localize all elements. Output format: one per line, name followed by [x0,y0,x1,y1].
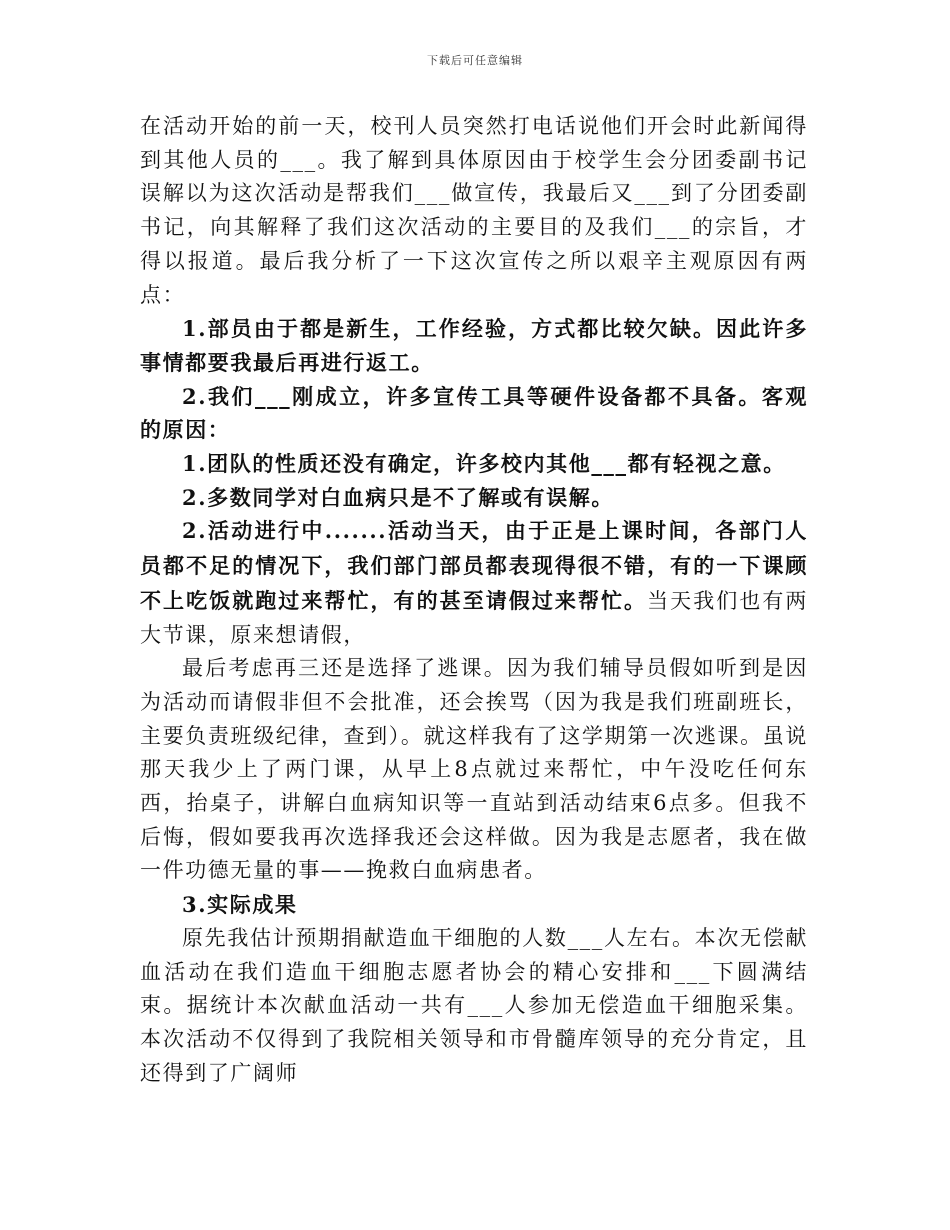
paragraph-objective-reason-1: 1.团队的性质还没有确定，许多校内其他___都有轻视之意。 [182,451,786,477]
activity-in-progress-bold-text: 2.活动进行中.......活动当天，由于正是上课时间，各部门人员都不足的情况下，我们部门部员都表现得很不错，有的一下课顾不上吃饭就跑过来帮忙，有的甚至请假过来帮忙。 [140,518,808,613]
document-body [140,110,808,1090]
page-header: 下载后可任意编辑 [427,54,523,67]
activity-in-progress-normal-text: 当天我们也有两大节课，原来想请假， [140,588,808,647]
paragraph-publicity-difficulty: 在活动开始的前一天，校刊人员突然打电话说他们开会时此新闻得到其他人员的___。我了解到具体原因由于校学生会分团委副书记误解以为这次活动是帮我们___做宣传，我最后又___到了分团委副书记，向其解释了我们这次活动的主要目的及我们___的宗旨，才得以报道。最后我分析了一下这次宣传之所以艰辛主观原因有两点： [140,114,808,307]
paragraph-activity-in-progress [140,514,808,652]
paragraph-actual-results: 原先我估计预期捐献造血干细胞的人数___人左右。本次无偿献血活动在我们造血干细胞志愿者协会的精心安排和___下圆满结束。据统计本次献血活动一共有___人参加无偿造血干细胞采集。本次活动不仅得到了我院相关领导和市骨髓库领导的充分肯定，且还得到了广阔师 [140,925,808,1085]
paragraph-objective-reason-2: 2.多数同学对白血病只是不了解或有误解。 [182,484,614,510]
paragraph-skipping-class: 最后考虑再三还是选择了逃课。因为我们辅导员假如听到是因为活动而请假非但不会批准，还会挨骂（因为我是我们班副班长，主要负责班级纪律，查到）。就这样我有了这学期第一次逃课。虽说那天我少上了两门课，从早上8点就过来帮忙，中午没吃任何东西，抬桌子，讲解白血病知识等一直站到活动结束6点多。但我不后悔，假如要我再次选择我还会这样做。因为我是志愿者，我在做一件功德无量的事——挽救白血病患者。 [140,656,808,883]
section-heading-actual-results: 3.实际成果 [182,892,298,918]
paragraph-subjective-reason-2: 2.我们___刚成立，许多宣传工具等硬件设备都不具备。客观的原因： [140,383,808,443]
paragraph-subjective-reason-1: 1.部员由于都是新生，工作经验，方式都比较欠缺。因此许多事情都要我最后再进行返工。 [140,316,808,375]
